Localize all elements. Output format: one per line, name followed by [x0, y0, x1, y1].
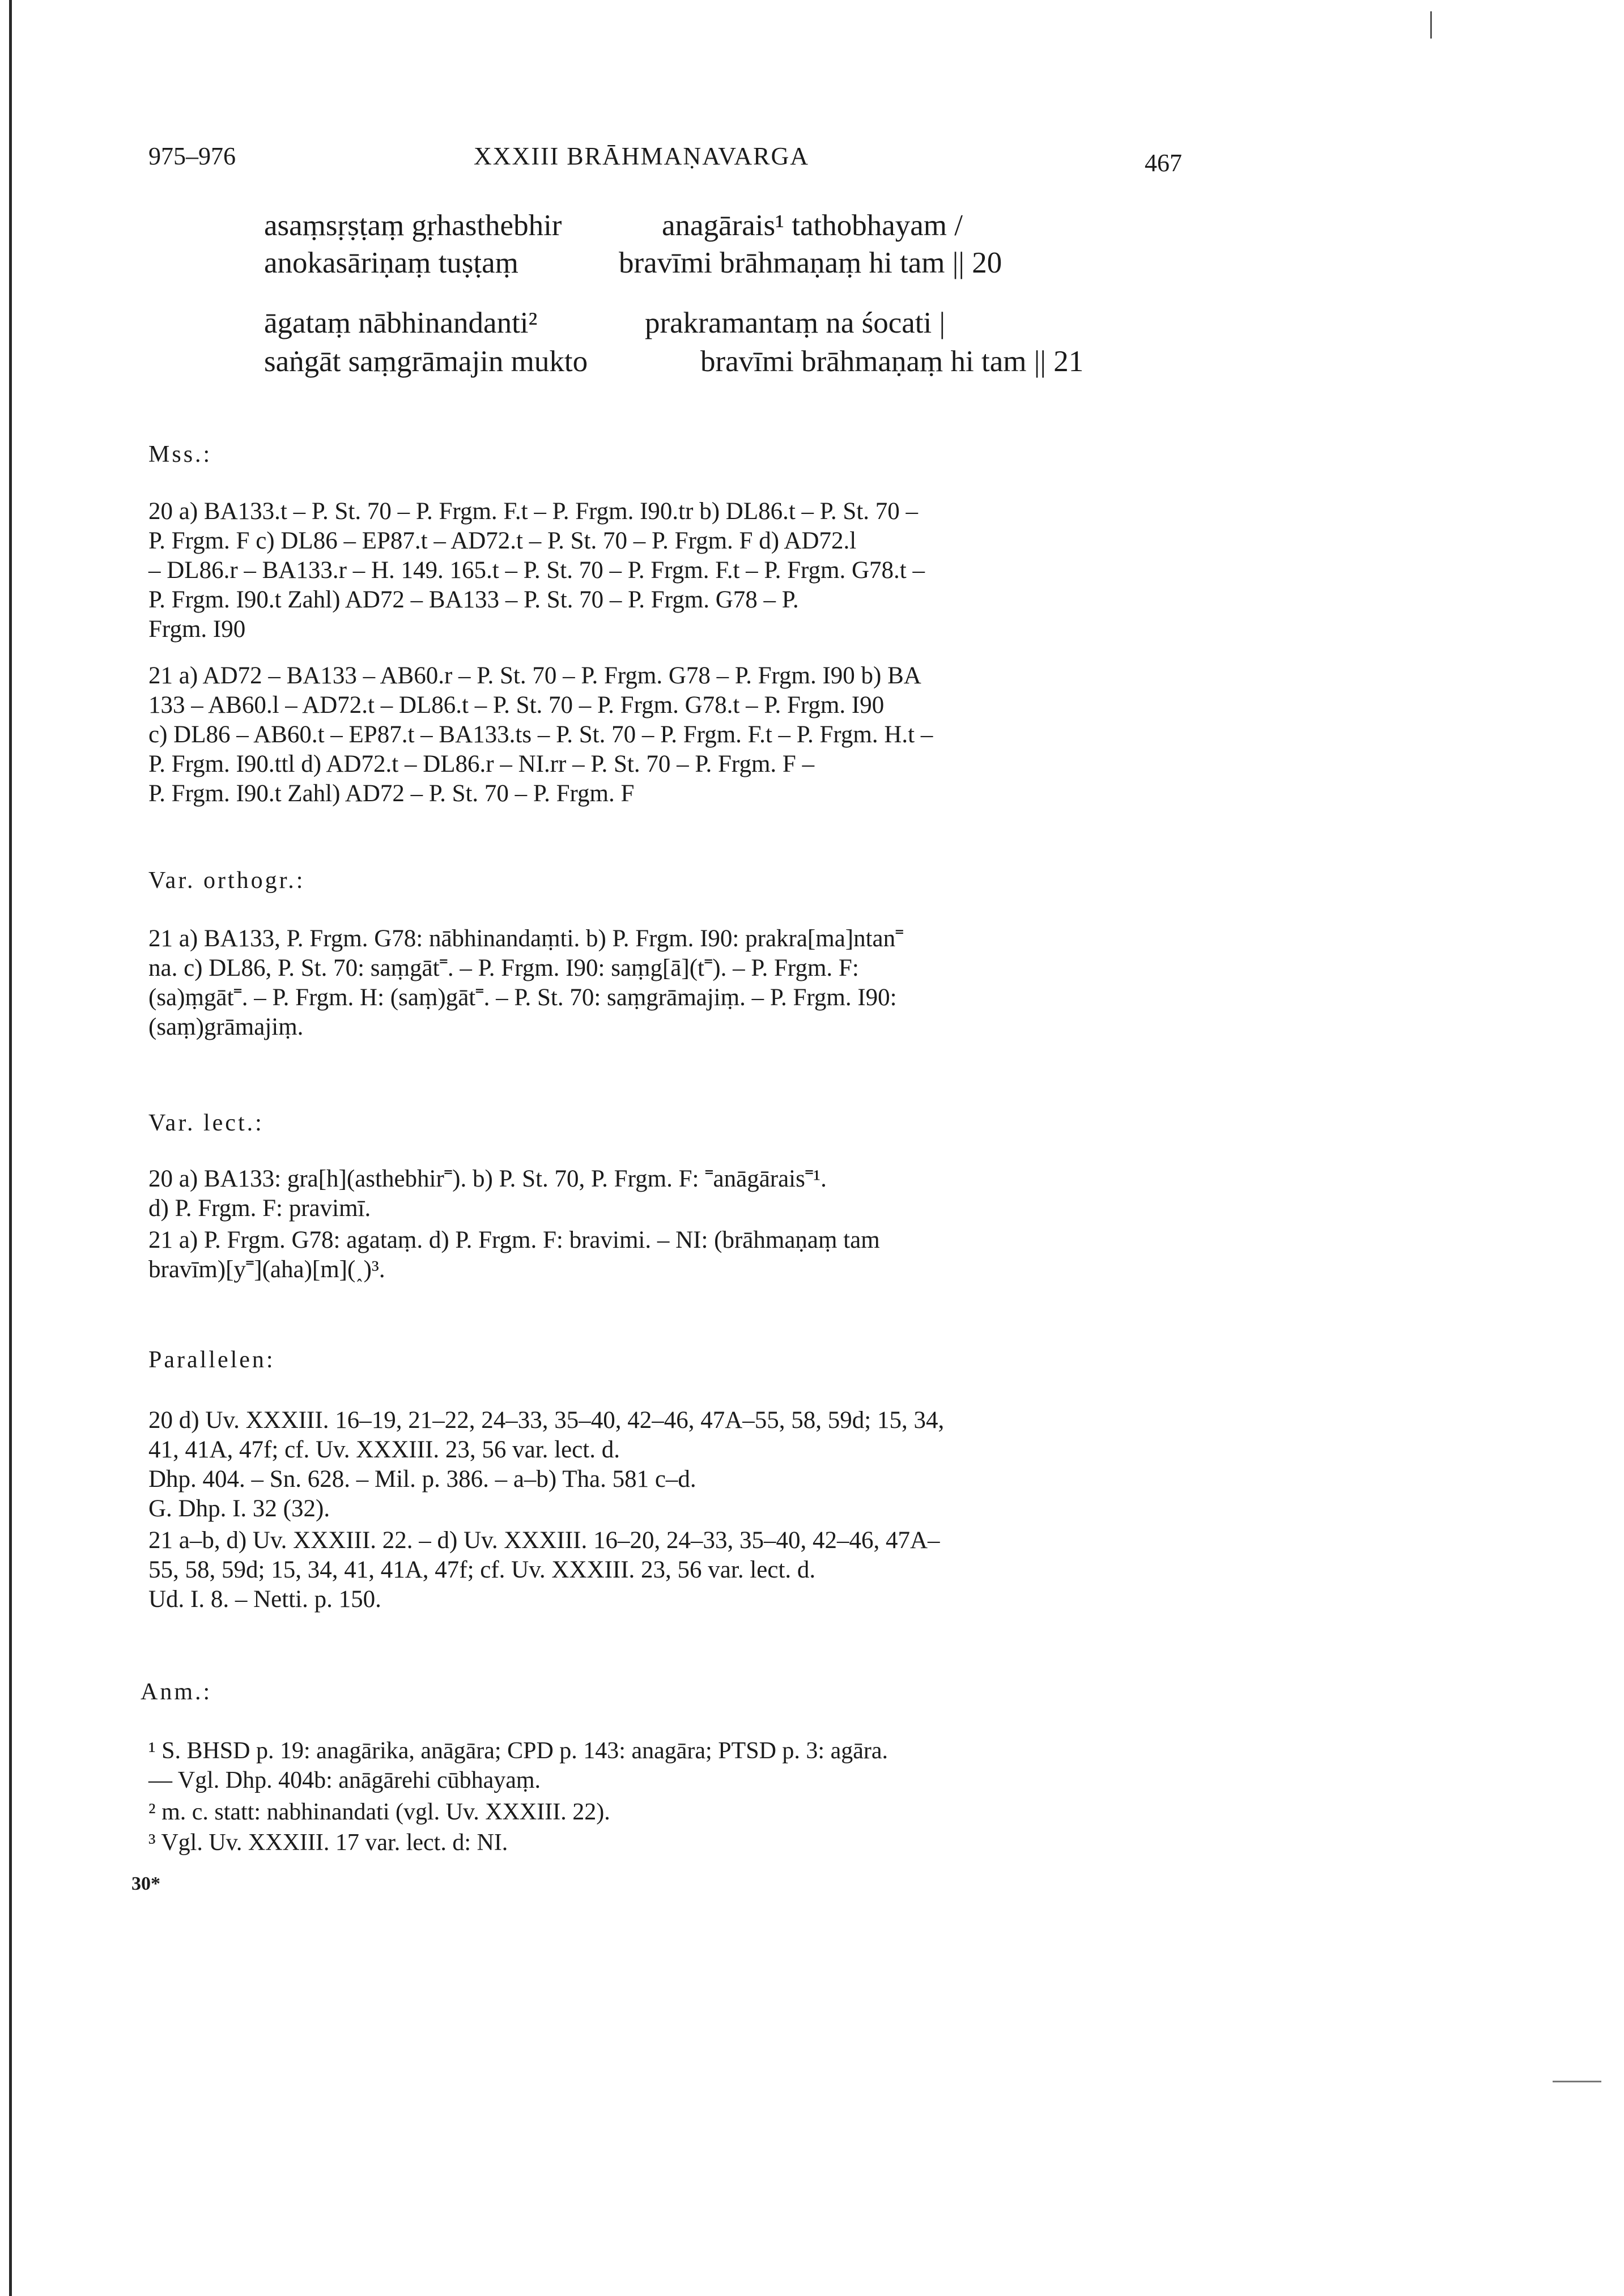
header-verse-range: 975–976 [148, 142, 236, 170]
page-number: 467 [1145, 149, 1182, 177]
footnote-line: — Vgl. Dhp. 404b: anāgārehi cūbhayaṃ. [148, 1767, 541, 1793]
section-heading-var-orthogr: Var. orthogr.: [148, 868, 305, 894]
footnote-line: ¹ S. BHSD p. 19: anagārika, anāgāra; CPD p. 143: anagāra; PTSD p. 3: agāra. [148, 1738, 888, 1764]
anm-block [148, 1737, 1202, 1868]
printer-signature: 30* [131, 1873, 160, 1894]
footnote-line: ² m. c. statt: nabhinandati (vgl. Uv. XXXIII. 22). [148, 1799, 610, 1825]
parallelen-line: G. Dhp. I. 32 (32). [148, 1495, 330, 1522]
mss-line: 20 a) BA133.t – P. St. 70 – P. Frgm. F.t – P. Frgm. I90.tr b) DL86.t – P. St. 70 – [148, 498, 919, 525]
mss-line: P. Frgm. F c) DL86 – EP87.t – AD72.t – P. St. 70 – P. Frgm. F d) AD72.l [148, 528, 857, 554]
section-heading-anm: Anm.: [141, 1679, 212, 1705]
verse-line-a: asaṃsṛṣṭaṃ gṛhasthebhir [264, 209, 562, 242]
mss-line: P. Frgm. I90.t Zahl) AD72 – BA133 – P. St. 70 – P. Frgm. G78 – P. [148, 586, 799, 613]
orthogr-line: na. c) DL86, P. St. 70: saṃgāt˭. – P. Frgm. I90: saṃg[ā](t˭). – P. Frgm. F: [148, 955, 859, 981]
verse-line-b: bravīmi brāhmaṇaṃ hi tam || 20 [619, 246, 1002, 279]
lect-line: d) P. Frgm. F: pravimī. [148, 1195, 371, 1222]
section-heading-parallelen: Parallelen: [148, 1347, 275, 1373]
verse-line-b: prakramantaṃ na śocati | [645, 307, 946, 339]
section-heading-var-lect: Var. lect.: [148, 1110, 264, 1136]
parallelen-line: 20 d) Uv. XXXIII. 16–19, 21–22, 24–33, 35–40, 42–46, 47A–55, 58, 59d; 15, 34, [148, 1407, 945, 1434]
verse-line-a: āgataṃ nābhinandanti² [264, 307, 538, 339]
orthogr-line: (sa)ṃgāt˭. – P. Frgm. H: (saṃ)gāt˭. – P. St. 70: saṃgrāmajiṃ. – P. Frgm. I90: [148, 984, 897, 1011]
parallelen-line: 21 a–b, d) Uv. XXXIII. 22. – d) Uv. XXXIII. 16–20, 24–33, 35–40, 42–46, 47A– [148, 1527, 940, 1554]
mss-line: Frgm. I90 [148, 616, 246, 643]
scan-bottom-mark [1553, 2081, 1601, 2082]
lect-block [148, 1165, 1202, 1290]
verse-line-b: anagārais¹ tathobhayam / [662, 209, 963, 242]
verse-line-b: bravīmi brāhmaṇaṃ hi tam || 21 [700, 345, 1084, 378]
parallelen-line: 55, 58, 59d; 15, 34, 41, 41A, 47f; cf. Uv. XXXIII. 23, 56 var. lect. d. [148, 1557, 816, 1583]
orthogr-line: (saṃ)grāmajiṃ. [148, 1014, 304, 1040]
lect-line: 20 a) BA133: gra[h](asthebhir˭). b) P. St. 70, P. Frgm. F: ˭anāgārais˭¹. [148, 1166, 827, 1192]
footnote-line: ³ Vgl. Uv. XXXIII. 17 var. lect. d: NI. [148, 1830, 508, 1856]
mss-line: – DL86.r – BA133.r – H. 149. 165.t – P. St. 70 – P. Frgm. F.t – P. Frgm. G78.t – [148, 557, 925, 584]
header-chapter-title: XXXIII BRĀHMAṆAVARGA [474, 142, 810, 170]
parallelen-line: 41, 41A, 47f; cf. Uv. XXXIII. 23, 56 var. lect. d. [148, 1436, 620, 1463]
orthogr-block [148, 925, 1202, 1049]
mss-block-21 [148, 662, 1202, 820]
scan-left-edge [9, 0, 12, 2296]
verse-line-a: anokasāriṇaṃ tuṣṭaṃ [264, 246, 518, 279]
lect-line: bravīm)[y˭](aha)[m](˰)³. [148, 1256, 385, 1283]
verse-line-a: saṅgāt saṃgrāmajin mukto [264, 345, 588, 378]
mss-line: 21 a) AD72 – BA133 – AB60.r – P. St. 70 – P. Frgm. G78 – P. Frgm. I90 b) BA [148, 662, 921, 689]
lect-line: 21 a) P. Frgm. G78: agataṃ. d) P. Frgm. F: bravimi. – NI: (brāhmaṇaṃ tam [148, 1227, 880, 1253]
mss-line: P. Frgm. I90.ttl d) AD72.t – DL86.r – NI.rr – P. St. 70 – P. Frgm. F – [148, 751, 815, 777]
mss-line: 133 – AB60.l – AD72.t – DL86.t – P. St. 70 – P. Frgm. G78.t – P. Frgm. I90 [148, 692, 885, 718]
section-heading-mss: Mss.: [148, 441, 212, 467]
parallelen-line: Dhp. 404. – Sn. 628. – Mil. p. 386. – a–b) Tha. 581 c–d. [148, 1466, 696, 1493]
parallelen-block [148, 1406, 1202, 1622]
orthogr-line: 21 a) BA133, P. Frgm. G78: nābhinandaṃti. b) P. Frgm. I90: prakra[ma]ntan˭ [148, 925, 904, 952]
mss-block-20 [148, 498, 1202, 679]
mss-line: P. Frgm. I90.t Zahl) AD72 – P. St. 70 – P. Frgm. F [148, 780, 635, 807]
scan-top-mark [1430, 11, 1432, 39]
parallelen-line: Ud. I. 8. – Netti. p. 150. [148, 1586, 381, 1613]
mss-line: c) DL86 – AB60.t – EP87.t – BA133.ts – P. St. 70 – P. Frgm. F.t – P. Frgm. H.t – [148, 721, 933, 748]
